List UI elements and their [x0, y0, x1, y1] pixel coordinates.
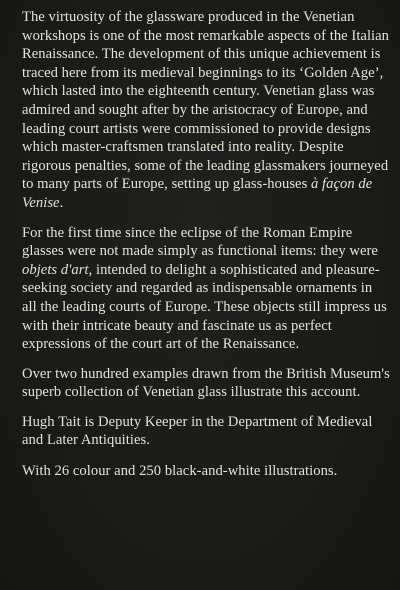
italic-phrase-venise: à façon de Venise: [22, 176, 373, 211]
paragraph-collection: Over two hundred examples drawn from the British Museum's superb collection of Venetian glass illustrate this account.: [22, 365, 390, 401]
blurb-text: [22, 8, 390, 493]
paragraph-illustrations: With 26 colour and 250 black-and-white illustrations.: [22, 463, 338, 480]
paragraph-objets: [22, 224, 390, 354]
paragraph-intro-end: .: [59, 194, 64, 211]
paragraph-author: Hugh Tait is Deputy Keeper in the Department of Medieval and Later Antiquities.: [22, 413, 373, 449]
paragraph-objets-before: For the first time since the eclipse of the Roman Empire glasses were not made simply as functional items: they were: [22, 224, 378, 260]
paragraph-intro: [22, 8, 390, 213]
paragraph-intro-text: The virtuosity of the glassware produced in the Venetian workshops is one of the most remarkable aspects of the Italian Renaissance. The development of this unique achievement is traced here from its medieval beginnings to its ‘Golden Age’, which lasted into the eighteenth century. Venetian glass was admired and sought after by the aristocracy of Europe, and leading court artists were commissioned to provide designs which master-craftsmen translated into reality. Despite rigorous penalties, some of the leading glassmakers journeyed to many parts of Europe, setting up glass-houses: [22, 9, 390, 193]
paragraph-objets-after: , intended to delight a sophisticated and pleasure-seeking society and regarded as indispensable ornaments in all the leading courts of Europe. These objects still impress us with their intricate beauty and fascinate us as perfect expressions of the court art of the Renaissance.: [22, 261, 387, 353]
italic-phrase-objets: objets d'art: [22, 261, 89, 278]
